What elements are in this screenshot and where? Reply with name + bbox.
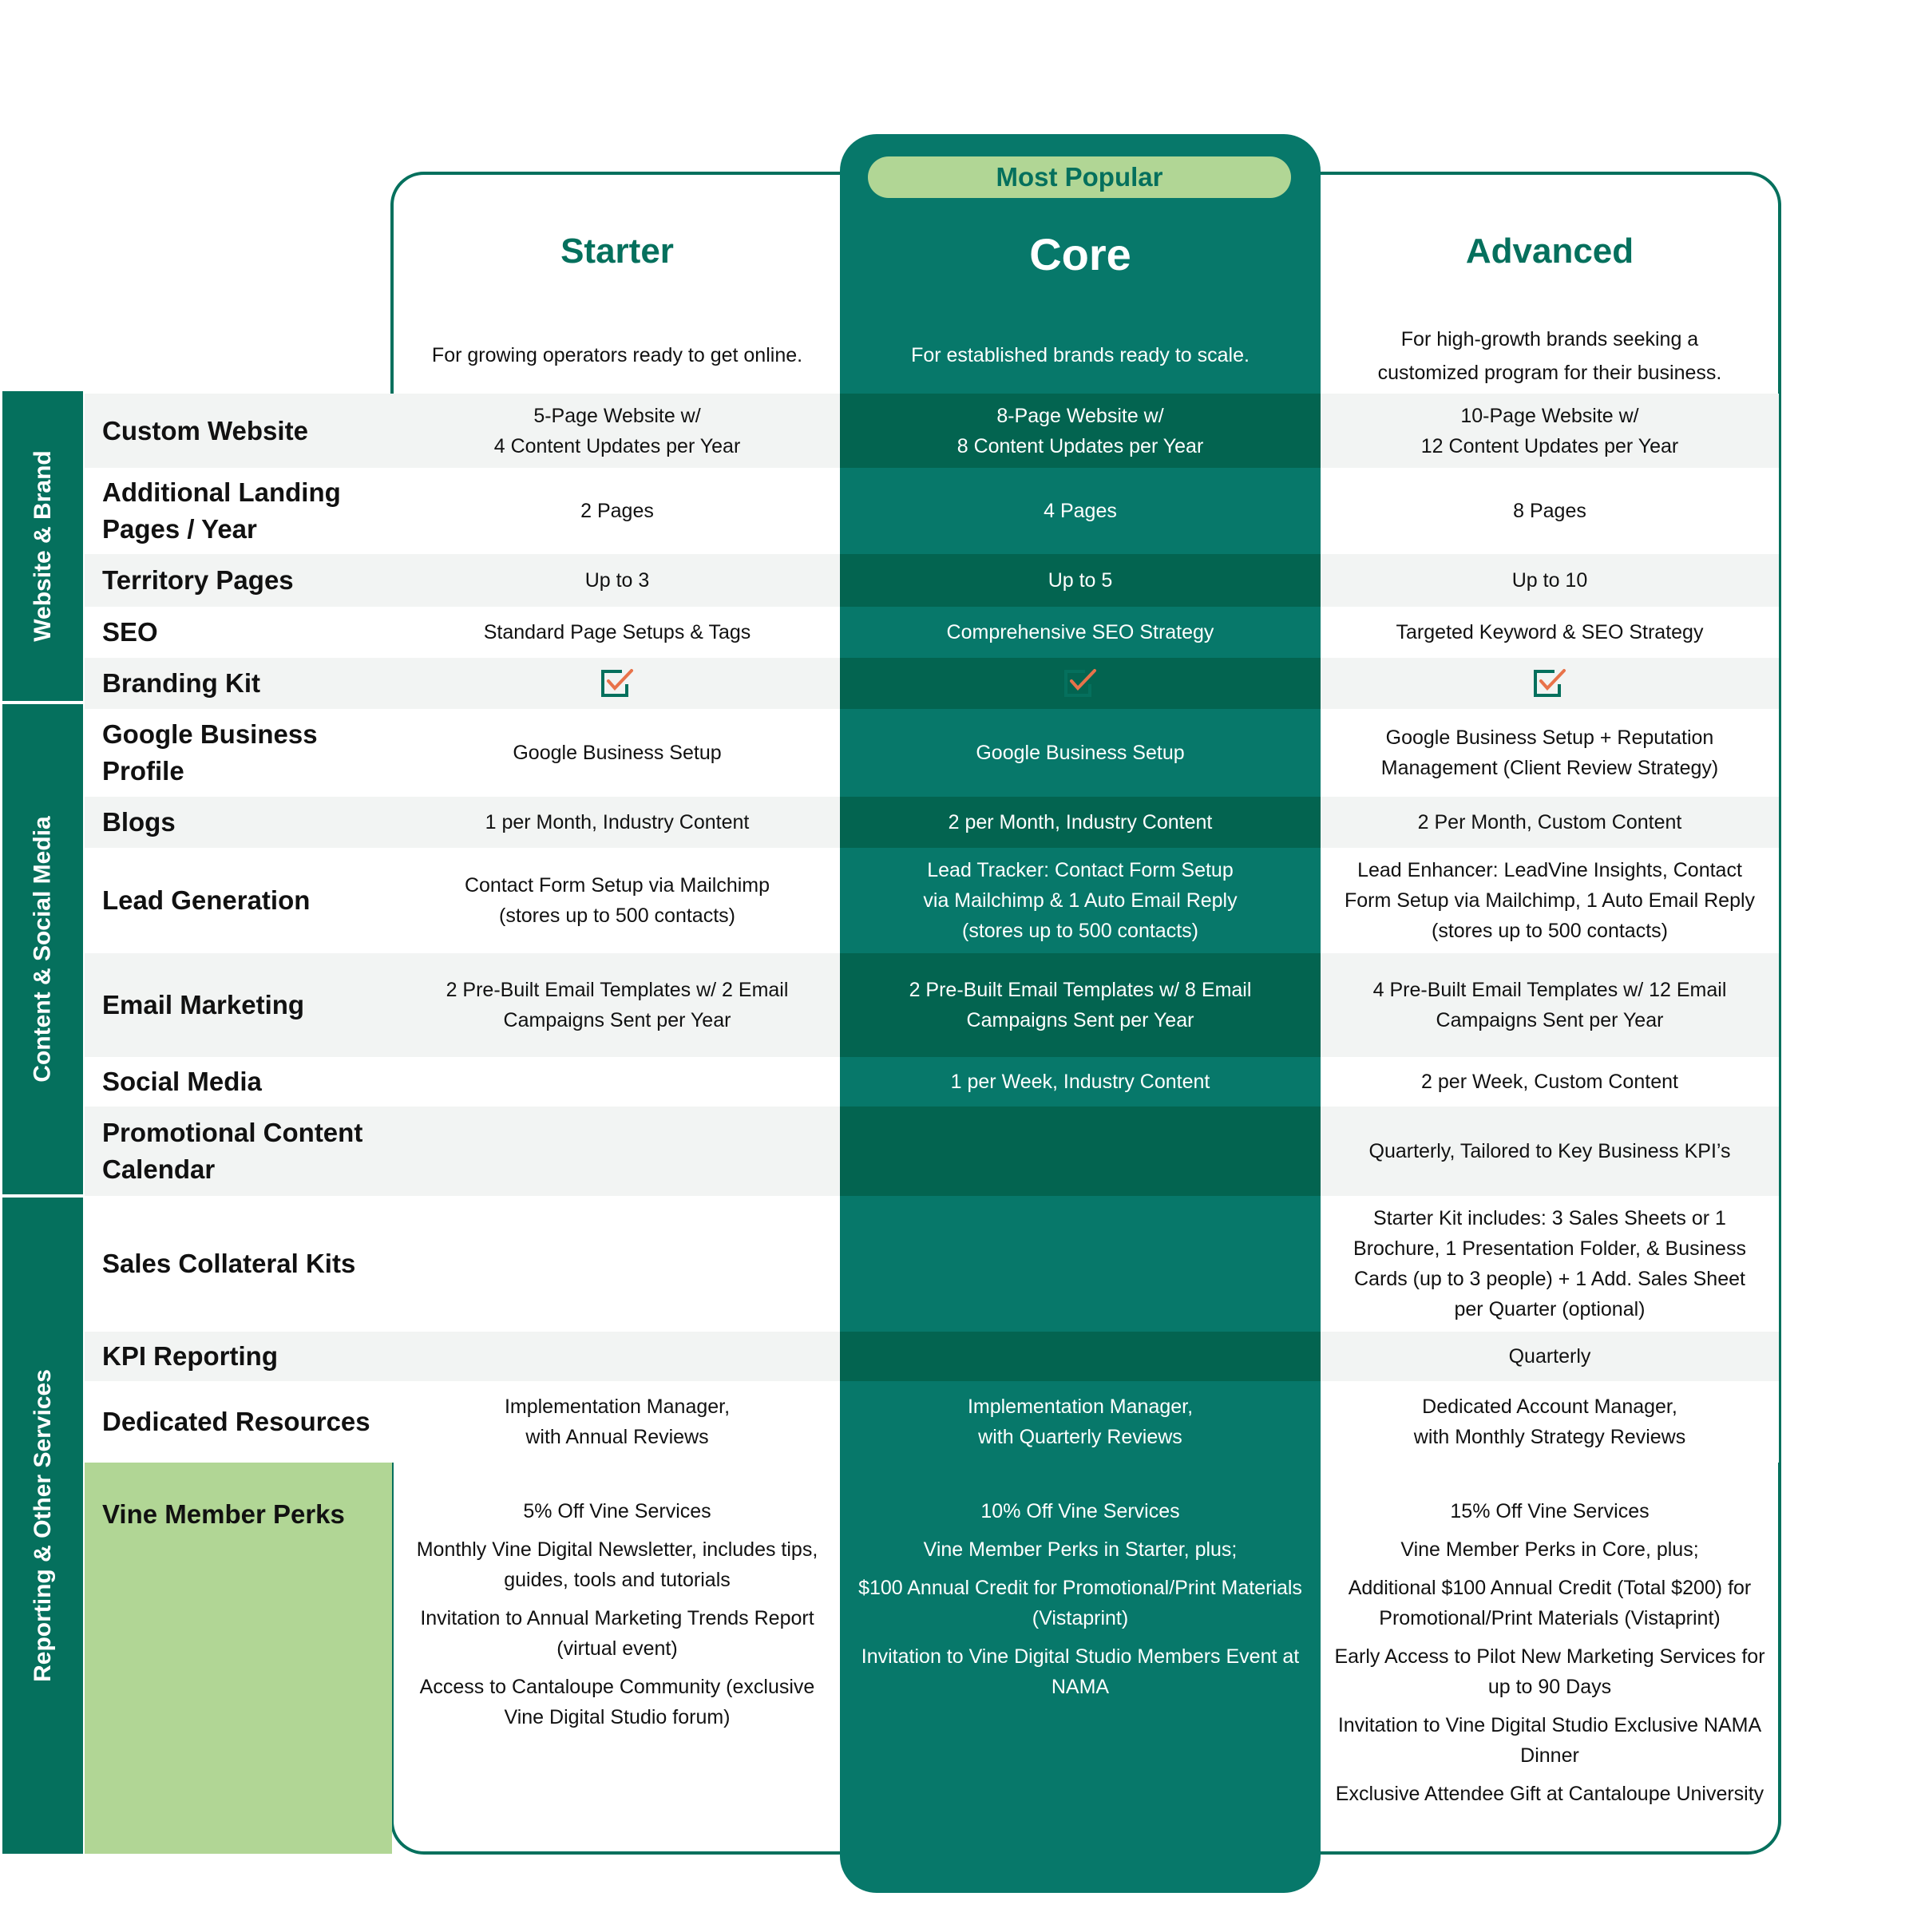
core-value: Up to 5	[1048, 569, 1113, 592]
feature-label: Promotional Content Calendar	[102, 1118, 363, 1184]
badge-label: Most Popular	[996, 162, 1163, 192]
starter-value: Standard Page Setups & Tags	[483, 621, 751, 643]
perk-item: Invitation to Vine Digital Studio Exclusive NAMA Dinner	[1337, 1714, 1762, 1767]
core-value: Comprehensive SEO Strategy	[946, 621, 1214, 643]
feature-label: Social Media	[102, 1067, 262, 1096]
perk-item: Invitation to Annual Marketing Trends Report (virtual event)	[420, 1607, 814, 1660]
most-popular-badge	[868, 156, 1291, 198]
starter-value	[394, 1196, 841, 1332]
perks-advanced	[1321, 1463, 1779, 1817]
starter-value	[394, 1057, 841, 1107]
plan-title-core: Core	[1029, 229, 1131, 279]
core-value: Lead Tracker: Contact Form Setup via Mailchimp & 1 Auto Email Reply (stores up to 500 contacts)	[923, 859, 1238, 942]
perk-item: Vine Member Perks in Core, plus;	[1400, 1538, 1699, 1561]
plan-title-advanced: Advanced	[1465, 232, 1634, 271]
category-label: Reporting & Other Services	[29, 1369, 56, 1682]
core-value: 2 Pre-Built Email Templates w/ 8 Email Campaigns Sent per Year	[909, 979, 1252, 1031]
feature-label: Territory Pages	[102, 565, 294, 595]
checkmark-icon	[600, 668, 635, 699]
core-value: Google Business Setup	[976, 742, 1185, 764]
checkmark-icon	[1532, 668, 1567, 699]
core-value	[840, 1332, 1321, 1381]
feature-label: Lead Generation	[102, 885, 311, 915]
starter-value	[394, 1107, 841, 1196]
core-value	[840, 1196, 1321, 1332]
starter-value: 2 Pages	[580, 500, 654, 522]
advanced-value: 4 Pre-Built Email Templates w/ 12 Email Campaigns Sent per Year	[1372, 979, 1727, 1031]
advanced-value: Quarterly	[1508, 1345, 1591, 1368]
starter-value: Contact Form Setup via Mailchimp (stores up to 500 contacts)	[464, 874, 770, 927]
perk-item: Early Access to Pilot New Marketing Services for up to 90 Days	[1334, 1645, 1765, 1698]
starter-value: 5-Page Website w/ 4 Content Updates per Year	[493, 404, 741, 457]
plan-tagline-starter: For growing operators ready to get online.	[431, 344, 803, 366]
core-value	[840, 658, 1321, 709]
perk-item: Exclusive Attendee Gift at Cantaloupe University	[1335, 1783, 1764, 1805]
feature-label: Dedicated Resources	[102, 1407, 370, 1436]
category-website-brand	[2, 391, 83, 701]
category-reporting-other	[2, 1198, 83, 1854]
feature-label: Sales Collateral Kits	[102, 1249, 356, 1278]
advanced-value: Targeted Keyword & SEO Strategy	[1396, 621, 1704, 643]
advanced-value: 2 Per Month, Custom Content	[1417, 811, 1682, 833]
starter-value: Up to 3	[584, 569, 650, 592]
perk-item: Additional $100 Annual Credit (Total $200) for Promotional/Print Materials (Vistaprint)	[1348, 1577, 1752, 1629]
starter-value	[394, 658, 841, 709]
perk-item: Access to Cantaloupe Community (exclusive Vine Digital Studio forum)	[419, 1676, 815, 1728]
advanced-value: Starter Kit includes: 3 Sales Sheets or 1 Brochure, 1 Presentation Folder, & Business Cards (up to 3 people) + 1 Add. Sales Sheet per Quarter (optional)	[1353, 1207, 1746, 1320]
core-value	[840, 1107, 1321, 1196]
perk-item: Invitation to Vine Digital Studio Members Event at NAMA	[861, 1645, 1300, 1698]
perk-item: $100 Annual Credit for Promotional/Print Materials (Vistaprint)	[858, 1577, 1302, 1629]
core-value: 4 Pages	[1044, 500, 1117, 522]
plan-title-starter: Starter	[560, 232, 674, 271]
advanced-value	[1321, 658, 1779, 709]
advanced-value: 8 Pages	[1513, 500, 1586, 522]
category-content-social	[2, 704, 83, 1194]
perks-core	[840, 1463, 1321, 1710]
starter-value: Google Business Setup	[513, 742, 722, 764]
feature-label: Additional Landing Pages / Year	[102, 477, 341, 544]
plan-tagline-advanced: For high-growth brands seeking a customized program for their business.	[1377, 328, 1722, 384]
plan-tagline-core: For established brands ready to scale.	[911, 344, 1250, 366]
checkmark-icon	[1063, 668, 1098, 699]
feature-label: KPI Reporting	[102, 1341, 278, 1371]
feature-label: Blogs	[102, 807, 176, 837]
starter-value: Implementation Manager, with Annual Reviews	[504, 1396, 731, 1448]
feature-label: Branding Kit	[102, 668, 260, 698]
core-value: Implementation Manager, with Quarterly Reviews	[967, 1396, 1194, 1448]
category-label: Website & Brand	[29, 450, 56, 642]
perk-item: 15% Off Vine Services	[1450, 1500, 1650, 1522]
feature-label: Email Marketing	[102, 990, 305, 1019]
advanced-value: Google Business Setup + Reputation Management (Client Review Strategy)	[1380, 726, 1719, 779]
perks-label: Vine Member Perks	[102, 1499, 345, 1529]
core-value: 8-Page Website w/ 8 Content Updates per Year	[956, 404, 1204, 457]
advanced-value: Up to 10	[1511, 569, 1588, 592]
starter-value: 1 per Month, Industry Content	[485, 811, 750, 833]
perks-starter	[394, 1463, 841, 1740]
advanced-value: 10-Page Website w/ 12 Content Updates per Year	[1420, 404, 1679, 457]
perk-item: 5% Off Vine Services	[523, 1500, 711, 1522]
feature-label: Google Business Profile	[102, 719, 318, 786]
core-value: 2 per Month, Industry Content	[948, 811, 1213, 833]
feature-label: SEO	[102, 617, 158, 647]
perk-item: Monthly Vine Digital Newsletter, includes tips, guides, tools and tutorials	[416, 1538, 818, 1591]
core-value: 1 per Week, Industry Content	[950, 1071, 1210, 1093]
perk-item: 10% Off Vine Services	[980, 1500, 1180, 1522]
perk-item: Vine Member Perks in Starter, plus;	[923, 1538, 1238, 1561]
advanced-value: Lead Enhancer: LeadVine Insights, Contact Form Setup via Mailchimp, 1 Auto Email Reply (stores up to 500 contacts)	[1344, 859, 1756, 942]
feature-label: Custom Website	[102, 415, 308, 445]
starter-value: 2 Pre-Built Email Templates w/ 2 Email Campaigns Sent per Year	[446, 979, 789, 1031]
advanced-value: Dedicated Account Manager, with Monthly Strategy Reviews	[1413, 1396, 1686, 1448]
category-label: Content & Social Media	[29, 816, 56, 1083]
starter-value	[394, 1332, 841, 1381]
advanced-value: 2 per Week, Custom Content	[1421, 1071, 1678, 1093]
advanced-value: Quarterly, Tailored to Key Business KPI’s	[1368, 1140, 1731, 1162]
